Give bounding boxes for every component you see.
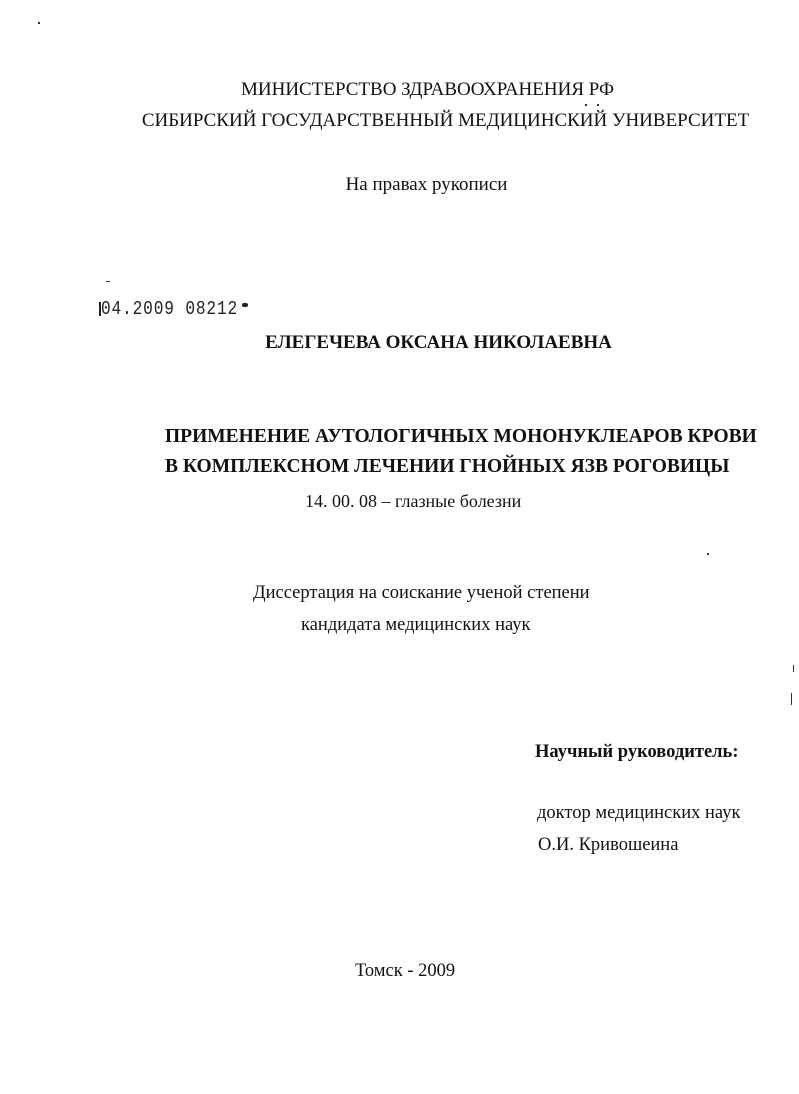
dissertation-title-line: В КОМПЛЕКСНОМ ЛЕЧЕНИИ ГНОЙНЫХ ЯЗВ РОГОВИЦЫ: [165, 456, 730, 477]
dissertation-title-line: ПРИМЕНЕНИЕ АУТОЛОГИЧНЫХ МОНОНУКЛЕАРОВ КРОВИ: [165, 426, 757, 447]
scan-speck: [793, 665, 794, 672]
specialty-code: 14. 00. 08 – глазные болезни: [305, 491, 522, 511]
supervisor-label: Научный руководитель:: [535, 742, 739, 762]
supervisor-name: О.И. Кривошеина: [538, 835, 679, 855]
archive-stamp-number: 04.2009 08212: [101, 298, 239, 320]
scan-speck: [38, 22, 40, 24]
place-and-year: Томск - 2009: [355, 961, 456, 981]
scan-speck: [585, 104, 587, 106]
degree-description-line: кандидата медицинских наук: [301, 615, 531, 635]
scan-speck: [707, 553, 709, 555]
author-name: ЕЛЕГЕЧЕВА ОКСАНА НИКОЛАЕВНА: [265, 332, 612, 353]
archive-stamp-mark: [242, 303, 248, 307]
scan-speck: [791, 693, 792, 705]
degree-description-line: Диссертация на соискание ученой степени: [253, 583, 590, 603]
scan-speck: [597, 104, 599, 106]
ministry-heading: МИНИСТЕРСТВО ЗДРАВООХРАНЕНИЯ РФ: [241, 79, 614, 100]
university-heading: СИБИРСКИЙ ГОСУДАРСТВЕННЫЙ МЕДИЦИНСКИЙ УНИВЕРСИТЕТ: [141, 110, 750, 131]
scan-speck: [106, 281, 110, 282]
supervisor-degree: доктор медицинских наук: [537, 803, 741, 823]
manuscript-rights-note: На правах рукописи: [345, 174, 508, 195]
